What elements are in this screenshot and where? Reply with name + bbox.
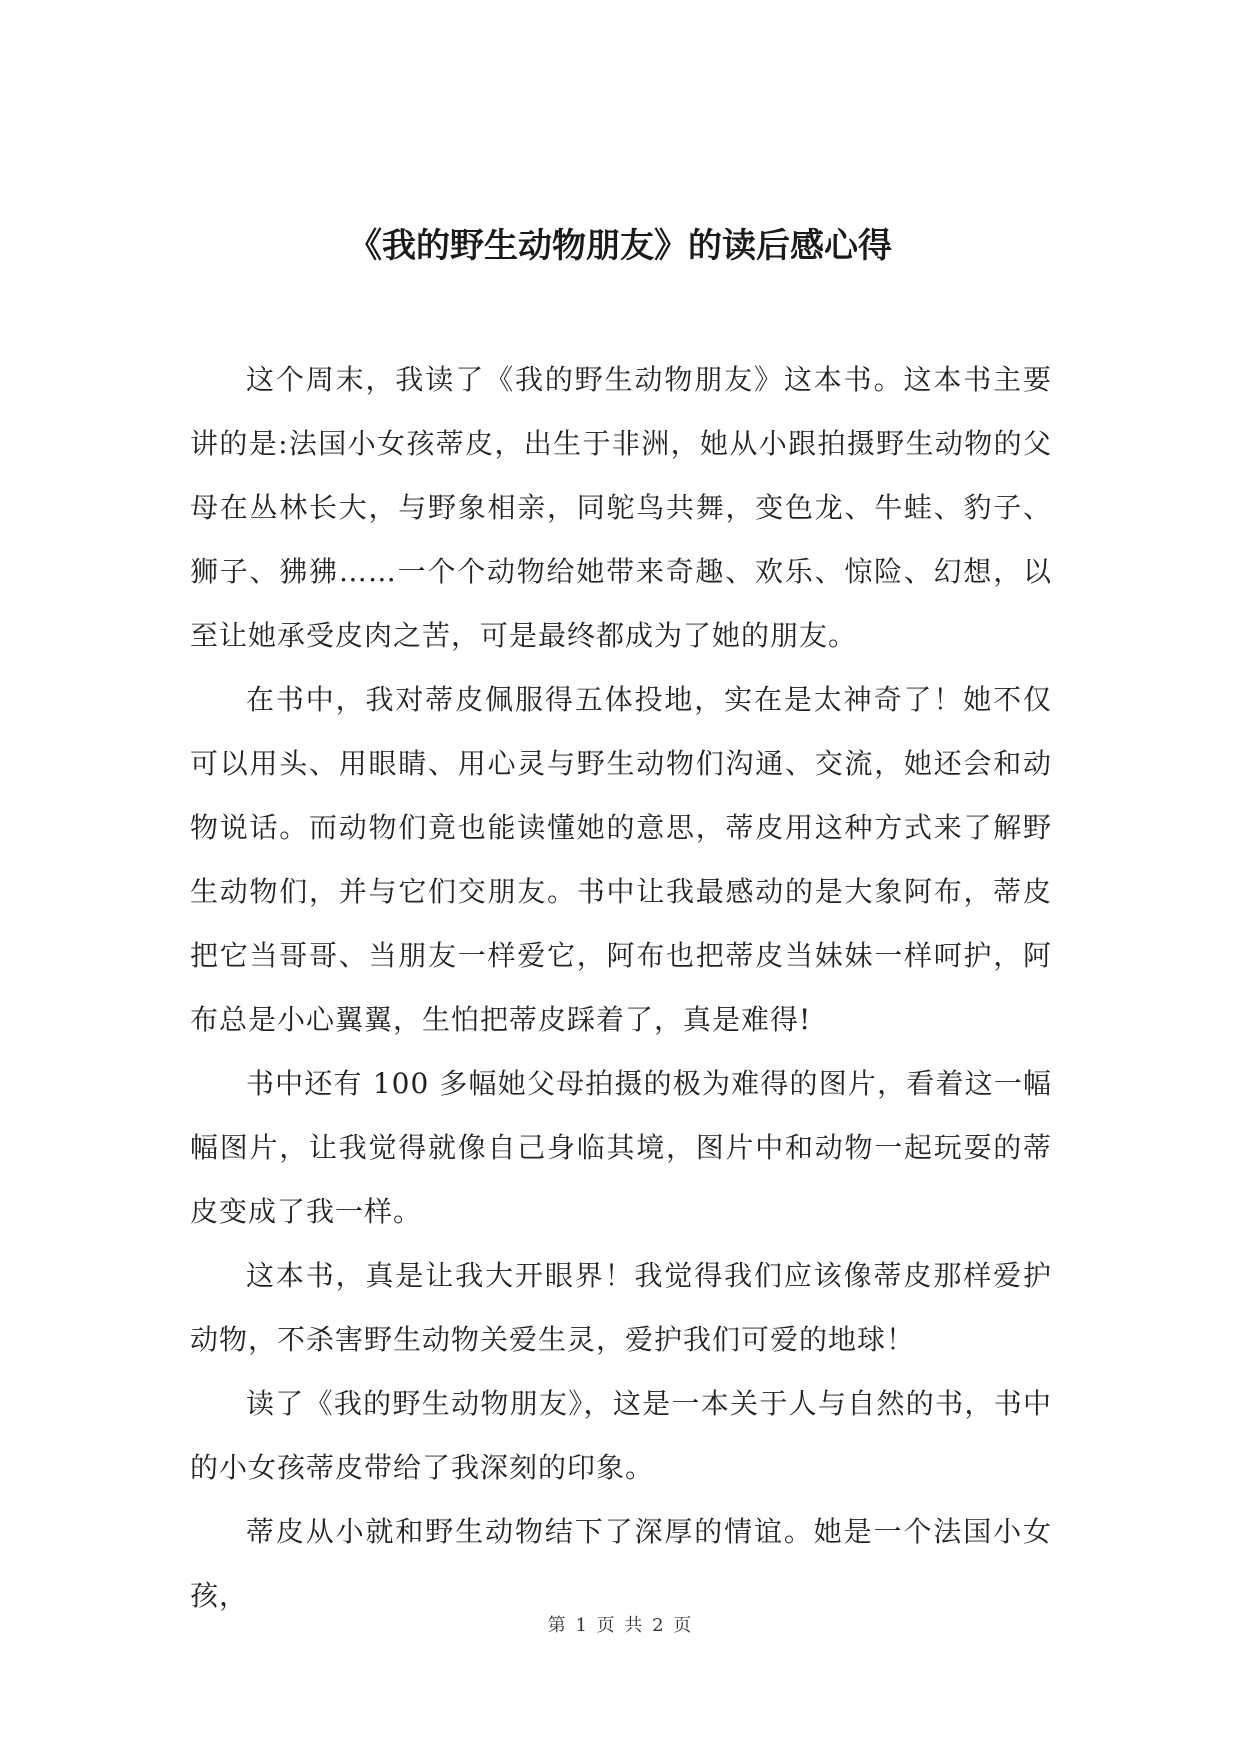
page-number-footer: 第 1 页 共 2 页 — [547, 1615, 694, 1636]
document-title: 《我的野生动物朋友》的读后感心得 — [348, 226, 892, 266]
paragraph: 书中还有 100 多幅她父母拍摄的极为难得的图片，看着这一幅幅图片，让我觉得就像自己身临其境，图片中和动物一起玩耍的蒂皮变成了我一样。 — [190, 1067, 1052, 1228]
paragraph: 这个周末，我读了《我的野生动物朋友》这本书。这本书主要讲的是:法国小女孩蒂皮，出生于非洲，她从小跟拍摄野生动物的父母在丛林长大，与野象相亲，同鸵鸟共舞，变色龙、牛蛙、豹子、狮子、狒狒……一个个动物给她带来奇趣、欢乐、惊险、幻想，以至让她承受皮肉之苦，可是最终都成为了她的朋友。 — [190, 363, 1052, 652]
paragraph: 在书中，我对蒂皮佩服得五体投地，实在是太神奇了！她不仅可以用头、用眼睛、用心灵与野生动物们沟通、交流，她还会和动物说话。而动物们竟也能读懂她的意思，蒂皮用这种方式来了解野生动物们，并与它们交朋友。书中让我最感动的是大象阿布，蒂皮把它当哥哥、当朋友一样爱它，阿布也把蒂皮当妹妹一样呵护，阿布总是小心翼翼，生怕把蒂皮踩着了，真是难得! — [190, 683, 1052, 1036]
document-body — [190, 348, 1052, 1628]
paragraph: 这本书，真是让我大开眼界！我觉得我们应该像蒂皮那样爱护动物，不杀害野生动物关爱生灵，爱护我们可爱的地球！ — [190, 1259, 1052, 1356]
paragraph: 蒂皮从小就和野生动物结下了深厚的情谊。她是一个法国小女孩， — [190, 1515, 1052, 1612]
paragraph: 读了《我的野生动物朋友》，这是一本关于人与自然的书，书中的小女孩蒂皮带给了我深刻的印象。 — [190, 1387, 1052, 1484]
